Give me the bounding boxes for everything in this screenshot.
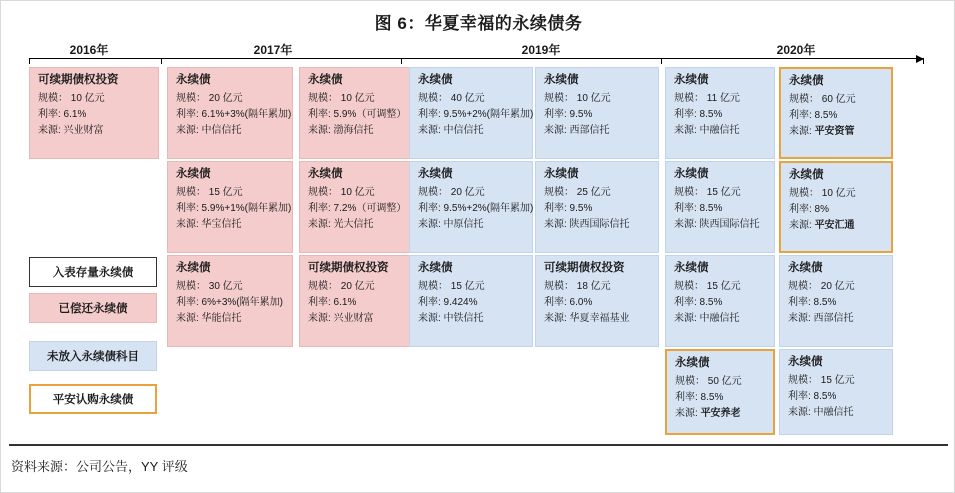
debt-card-line: 规模： 50 亿元 bbox=[675, 375, 742, 387]
debt-card-source-value: 平安汇通 bbox=[814, 219, 855, 231]
debt-card-header: 永续债 bbox=[674, 262, 709, 274]
debt-card-line: 来源: 中铁信托 bbox=[418, 312, 484, 324]
debt-card-line: 规模： 20 亿元 bbox=[308, 280, 375, 292]
debt-card-line: 利率: 5.9%（可调整） bbox=[308, 108, 407, 120]
timeline-tick bbox=[661, 58, 662, 64]
debt-card-header: 永续债 bbox=[674, 168, 709, 180]
debt-card-line: 利率: 8.5% bbox=[788, 390, 837, 402]
debt-card-header: 永续债 bbox=[418, 262, 453, 274]
debt-card-line: 利率: 8.5% bbox=[675, 391, 724, 403]
debt-card-line: 来源: 中原信托 bbox=[418, 218, 484, 230]
debt-card-header: 可续期债权投资 bbox=[544, 262, 625, 274]
debt-card bbox=[167, 161, 293, 253]
legend-item-repaid bbox=[29, 293, 157, 323]
debt-card bbox=[299, 161, 423, 253]
debt-card-line: 来源: 兴业财富 bbox=[38, 124, 104, 136]
debt-card bbox=[409, 161, 533, 253]
debt-card-header: 永续债 bbox=[308, 168, 343, 180]
debt-card bbox=[409, 255, 533, 347]
debt-card-line bbox=[675, 409, 765, 419]
debt-card-header: 永续债 bbox=[789, 169, 824, 181]
timeline-year-2: 2019年 bbox=[521, 43, 561, 57]
legend-item-label: 入表存量永续债 bbox=[52, 267, 134, 279]
legend-item-pingan bbox=[29, 384, 157, 414]
timeline-tick bbox=[161, 58, 162, 64]
debt-card-line: 利率: 9.424% bbox=[418, 296, 478, 308]
debt-card-line: 利率: 6.1% bbox=[308, 296, 357, 308]
debt-card-line: 利率: 8.5% bbox=[789, 109, 838, 121]
debt-card-header: 可续期债权投资 bbox=[38, 74, 119, 86]
debt-card-line bbox=[789, 127, 883, 137]
timeline-year-3: 2020年 bbox=[776, 43, 816, 57]
debt-card-header: 永续债 bbox=[788, 262, 823, 274]
page-title: 图 6：华夏幸福的永续债务 bbox=[374, 14, 583, 33]
debt-card-line: 利率: 8.5% bbox=[674, 108, 723, 120]
debt-card-line: 来源: 陕西国际信托 bbox=[674, 218, 760, 230]
debt-card bbox=[535, 67, 659, 159]
debt-card-line: 来源: 兴业财富 bbox=[308, 312, 374, 324]
debt-card-line: 利率: 6%+3%(隔年累加) bbox=[176, 296, 283, 308]
debt-card-header: 永续债 bbox=[674, 74, 709, 86]
debt-card-line: 来源: 光大信托 bbox=[308, 218, 374, 230]
debt-card-line: 利率: 8.5% bbox=[788, 296, 837, 308]
debt-card-line: 利率: 9.5%+2%(隔年累加) bbox=[418, 202, 534, 214]
debt-card-header: 永续债 bbox=[418, 168, 453, 180]
debt-card-line: 规模： 30 亿元 bbox=[176, 280, 243, 292]
debt-card-line: 来源: 华夏幸福基业 bbox=[544, 312, 630, 324]
debt-card-line: 规模： 15 亿元 bbox=[674, 186, 741, 198]
debt-card-line: 规模： 18 亿元 bbox=[544, 280, 611, 292]
debt-card bbox=[779, 349, 893, 435]
debt-card-line: 规模： 10 亿元 bbox=[308, 92, 375, 104]
debt-card-source-value: 平安资管 bbox=[814, 125, 855, 137]
debt-card-line: 来源: 中信信托 bbox=[176, 124, 242, 136]
debt-card bbox=[779, 161, 893, 253]
debt-card bbox=[535, 255, 659, 347]
debt-card-line: 利率: 6.1% bbox=[38, 108, 87, 120]
legend-item-onbalance bbox=[29, 257, 157, 287]
debt-card-header: 永续债 bbox=[176, 262, 211, 274]
debt-card-line: 来源: 中信信托 bbox=[418, 124, 484, 136]
debt-card bbox=[299, 67, 423, 159]
debt-card-header: 永续债 bbox=[418, 74, 453, 86]
timeline-year-1: 2017年 bbox=[253, 43, 293, 57]
timeline-year-0: 2016年 bbox=[69, 43, 109, 57]
footer-divider bbox=[9, 444, 948, 446]
debt-card-line: 利率: 6.1%+3%(隔年累加) bbox=[176, 108, 292, 120]
debt-card-header: 永续债 bbox=[788, 356, 823, 368]
debt-card-header: 永续债 bbox=[176, 168, 211, 180]
debt-card-line: 利率: 8% bbox=[789, 203, 830, 215]
debt-card-header: 永续债 bbox=[544, 74, 579, 86]
debt-card bbox=[299, 255, 423, 347]
debt-card bbox=[29, 67, 159, 159]
debt-card-line: 规模： 11 亿元 bbox=[674, 92, 740, 104]
debt-card bbox=[665, 161, 775, 253]
source-note: 资料来源：公司公告，YY 评级 bbox=[11, 459, 188, 474]
timeline-tick bbox=[401, 58, 402, 64]
debt-card-line: 来源: 华宝信托 bbox=[176, 218, 242, 230]
debt-card-line: 利率: 8.5% bbox=[674, 202, 723, 214]
debt-card-line-label: 来源: bbox=[789, 125, 815, 137]
timeline-tick bbox=[923, 58, 924, 64]
debt-card-header: 永续债 bbox=[544, 168, 579, 180]
legend-item-label: 未放入永续债科目 bbox=[47, 351, 139, 363]
debt-card-line: 利率: 9.5% bbox=[544, 202, 593, 214]
debt-card-line: 来源: 中融信托 bbox=[674, 312, 740, 324]
debt-card bbox=[665, 349, 775, 435]
debt-card-line: 来源: 中融信托 bbox=[674, 124, 740, 136]
debt-card-line: 利率: 5.9%+1%(隔年累加) bbox=[176, 202, 292, 214]
debt-card bbox=[779, 255, 893, 347]
debt-card-line: 利率: 6.0% bbox=[544, 296, 593, 308]
debt-card-line bbox=[789, 221, 883, 231]
debt-card-line-label: 来源: bbox=[789, 219, 815, 231]
debt-card-line: 利率: 7.2%（可调整） bbox=[308, 202, 407, 214]
debt-card-line: 利率: 8.5% bbox=[674, 296, 723, 308]
debt-card-line: 来源: 西部信托 bbox=[544, 124, 610, 136]
debt-card-line: 来源: 西部信托 bbox=[788, 312, 854, 324]
timeline-tick bbox=[29, 58, 30, 64]
timeline-axis bbox=[29, 58, 923, 59]
debt-card-line: 来源: 华能信托 bbox=[176, 312, 242, 324]
debt-card-line: 规模： 20 亿元 bbox=[176, 92, 243, 104]
legend-item-notincluded bbox=[29, 341, 157, 371]
debt-card bbox=[535, 161, 659, 253]
debt-card-line: 利率: 9.5%+2%(隔年累加) bbox=[418, 108, 534, 120]
debt-card-line: 来源: 渤海信托 bbox=[308, 124, 374, 136]
debt-card-line: 来源: 陕西国际信托 bbox=[544, 218, 630, 230]
debt-card-line: 规模： 15 亿元 bbox=[674, 280, 741, 292]
debt-card bbox=[665, 67, 775, 159]
debt-card-line: 规模： 40 亿元 bbox=[418, 92, 485, 104]
debt-card-header: 可续期债权投资 bbox=[308, 262, 389, 274]
debt-card-header: 永续债 bbox=[176, 74, 211, 86]
debt-card-source-value: 平安养老 bbox=[700, 407, 741, 419]
debt-card-line: 规模： 10 亿元 bbox=[38, 92, 105, 104]
debt-card-header: 永续债 bbox=[308, 74, 343, 86]
debt-card bbox=[665, 255, 775, 347]
debt-card-line: 规模： 10 亿元 bbox=[544, 92, 611, 104]
debt-card-line: 来源: 中融信托 bbox=[788, 406, 854, 418]
debt-card-line-label: 来源: bbox=[675, 407, 701, 419]
debt-card-line: 规模： 60 亿元 bbox=[789, 93, 856, 105]
legend-item-label: 平安认购永续债 bbox=[52, 394, 134, 406]
legend-item-label: 已偿还永续债 bbox=[58, 303, 128, 315]
debt-card-line: 规模： 10 亿元 bbox=[308, 186, 375, 198]
debt-card bbox=[167, 67, 293, 159]
debt-card-line: 规模： 20 亿元 bbox=[788, 280, 855, 292]
debt-card-line: 规模： 10 亿元 bbox=[789, 187, 856, 199]
debt-card-header: 永续债 bbox=[675, 357, 710, 369]
debt-card-line: 规模： 20 亿元 bbox=[418, 186, 485, 198]
debt-card bbox=[167, 255, 293, 347]
debt-card-line: 规模： 15 亿元 bbox=[788, 374, 855, 386]
debt-card-header: 永续债 bbox=[789, 75, 824, 87]
debt-card-line: 利率: 9.5% bbox=[544, 108, 593, 120]
debt-card-line: 规模： 15 亿元 bbox=[418, 280, 485, 292]
debt-card bbox=[779, 67, 893, 159]
debt-card bbox=[409, 67, 533, 159]
debt-card-line: 规模： 15 亿元 bbox=[176, 186, 243, 198]
debt-card-line: 规模： 25 亿元 bbox=[544, 186, 611, 198]
